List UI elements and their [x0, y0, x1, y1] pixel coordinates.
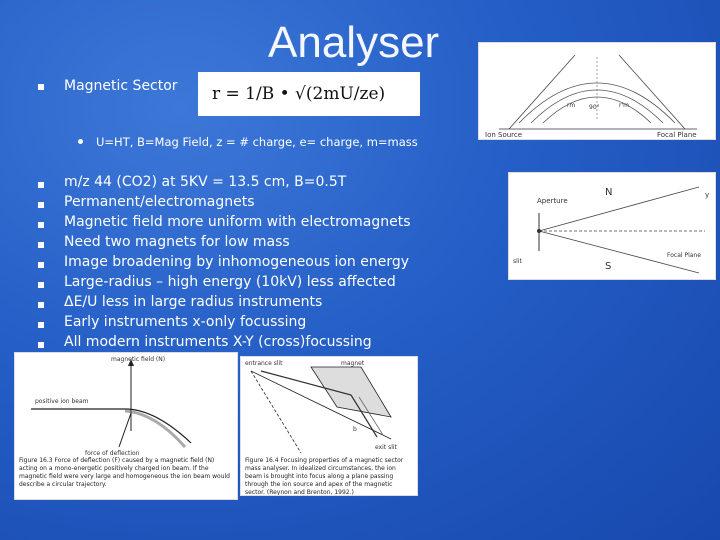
aperture-label: Aperture [537, 197, 568, 205]
north-label: N [605, 187, 613, 198]
bullet-marker [38, 342, 44, 348]
bullet-marker [38, 242, 44, 248]
bullet-marker [38, 262, 44, 268]
rm-label: rm [567, 102, 576, 109]
figure-deflection [14, 352, 238, 500]
bullet-marker [38, 182, 44, 188]
bullet-item: Early instruments x-only focussing [64, 314, 307, 330]
magnet-label: magnet [341, 360, 365, 367]
ion-source-label: Ion Source [485, 131, 523, 139]
bullet-item: m/z 44 (CO2) at 5KV = 13.5 cm, B=0.5T [64, 174, 347, 190]
figure-caption: Figure 16.4 Focusing properties of a magnetic sector mass analyser. In idealized circumstances, the ion beam is brought into focus along a plane passing through the ion source and apex of the magnetic sector. (Reynon and Brenton, 1992.) [245, 457, 404, 496]
bullet-marker [38, 322, 44, 328]
bullet-item: ΔE/U less in large radius instruments [64, 294, 323, 310]
sub-bullet-dot [78, 139, 83, 144]
figure-focusing [240, 356, 418, 496]
figure-caption: Figure 16.3 Force of deflection (F) caused by a magnetic field (N) acting on a mono-energetic positively charged ion beam. If the magnetic field were very large and homogeneous the ion beam would describe a circular trajectory. [19, 457, 230, 488]
bullet-item: Large-radius – high energy (10kV) less affected [64, 274, 396, 290]
bullet-item: Need two magnets for low mass [64, 234, 290, 250]
magnet-ns-svg [509, 173, 715, 279]
sector-geometry-svg [479, 43, 715, 139]
magnet-ns-diagram [508, 172, 716, 280]
focal-plane-label: Focal Plane [657, 131, 697, 139]
bullet-marker [38, 222, 44, 228]
focal-plane-label: Focal Plane [667, 252, 701, 259]
force-label: force of deflection [85, 450, 140, 457]
slit-label: slit [513, 258, 522, 265]
focusing-svg [241, 357, 417, 457]
bullet-magnetic-sector: Magnetic Sector [64, 78, 178, 94]
bullet-item: All modern instruments X-Y (cross)focussing [64, 334, 372, 350]
bullet-item: Image broadening by inhomogeneous ion energy [64, 254, 410, 270]
bullet-item: Permanent/electromagnets [64, 194, 255, 210]
magnetic-field-label: magnetic field (N) [111, 356, 166, 363]
sub-bullet-definitions: U=HT, B=Mag Field, z = # charge, e= charge, m=mass [96, 135, 418, 149]
y-label: y [705, 191, 710, 199]
b-label: b [353, 426, 357, 433]
south-label: S [605, 261, 612, 272]
rm2-label: r'm [619, 102, 629, 109]
exit-slit-label: exit slit [375, 444, 397, 451]
bullet-marker [38, 302, 44, 308]
angle-label: 90° [589, 104, 600, 111]
entrance-slit-label: entrance slit [245, 360, 283, 367]
positive-ion-beam-label: positive ion beam [35, 398, 89, 405]
bullet-marker [38, 282, 44, 288]
slide-title: Analyser [268, 18, 440, 67]
sector-geometry-diagram [478, 42, 716, 140]
bullet-marker [38, 84, 44, 90]
bullet-marker [38, 202, 44, 208]
bullet-item: Magnetic field more uniform with electromagnets [64, 214, 411, 230]
formula-box: r = 1/B • √(2mU/ze) [198, 72, 420, 116]
bullet-list [0, 170, 480, 350]
deflection-svg [15, 353, 237, 457]
